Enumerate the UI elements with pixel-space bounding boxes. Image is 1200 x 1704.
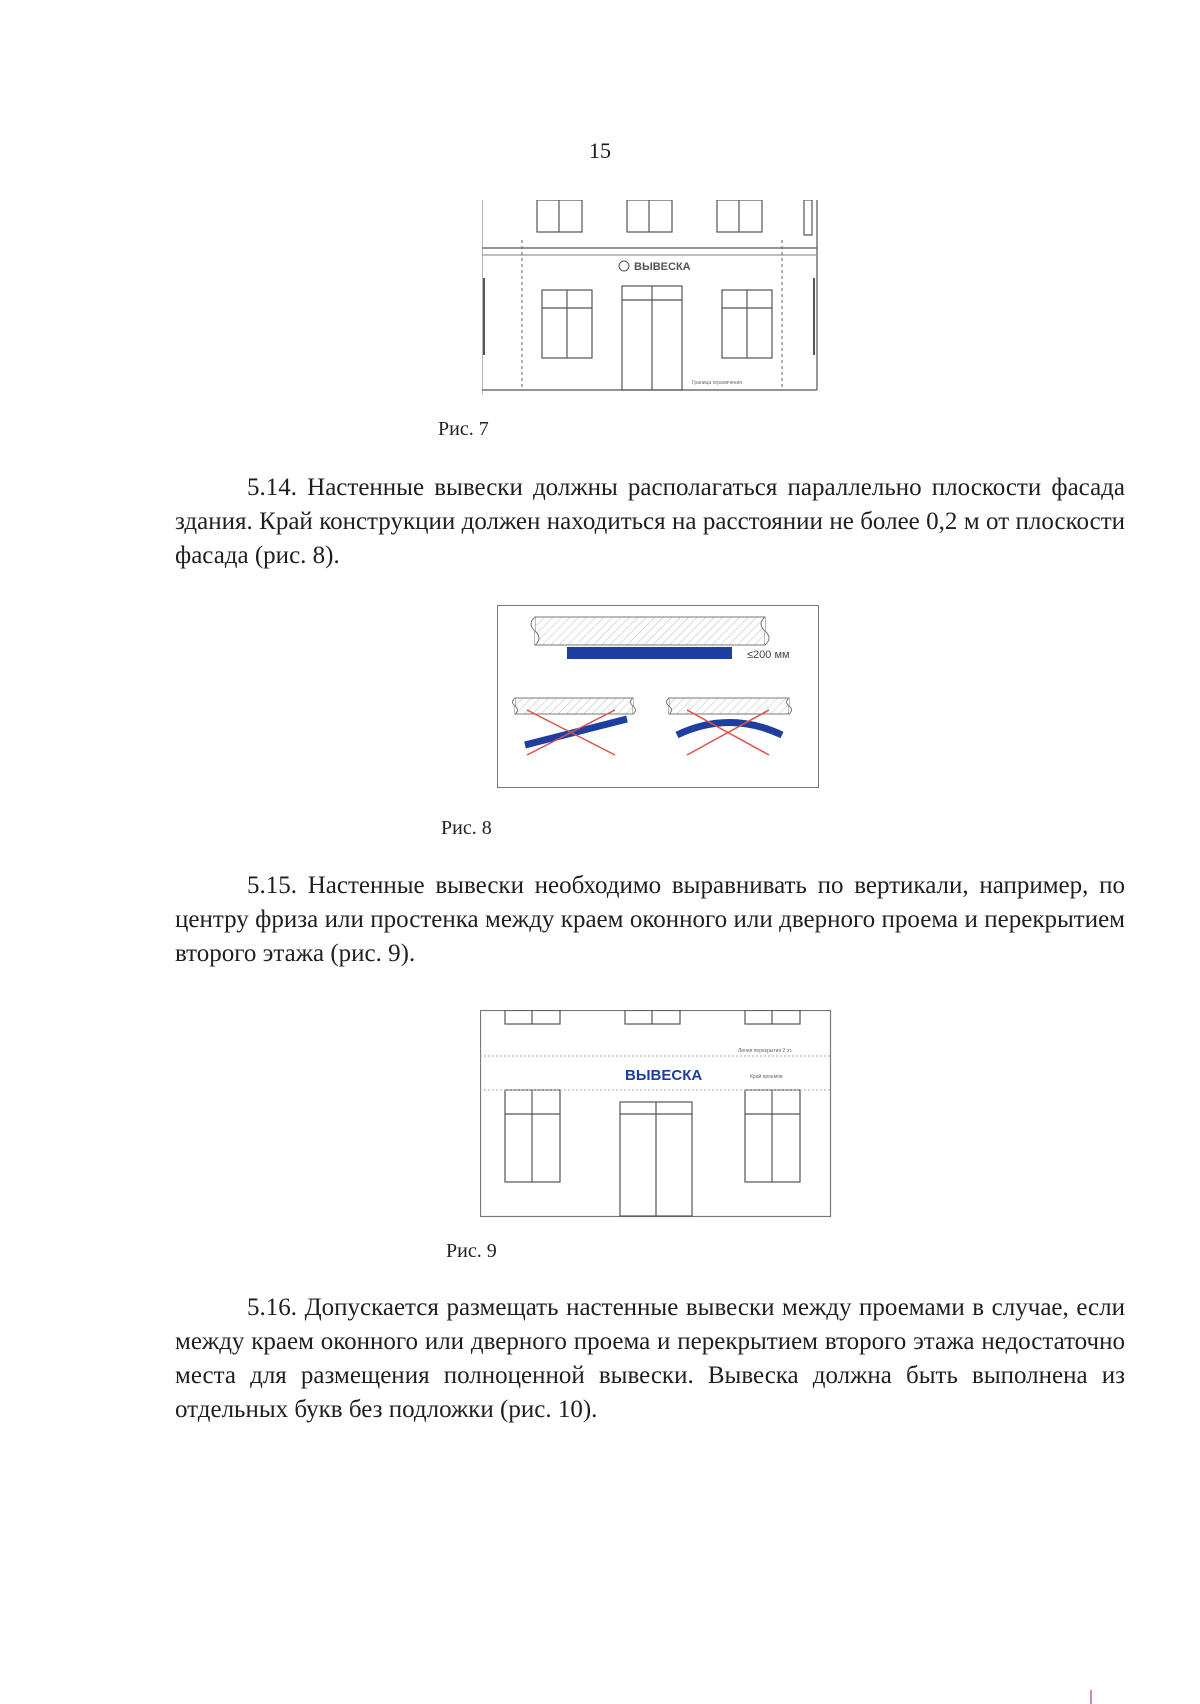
page-number: 15 [589, 138, 611, 163]
figure-7-caption: Рис. 7 [438, 418, 489, 440]
figure-9-alignment [480, 1010, 832, 1218]
fig9-sign-text: ВЫВЕСКА [625, 1067, 703, 1084]
fig9-note-top: Линия перекрытия 2 эт. [738, 1048, 793, 1054]
paragraph-5-14: 5.14. Настенные вывески должны располагаться параллельно плоскости фасада здания. Край конструкции должен находиться на расстоянии не более 0,2 м от плоскости фасада (рис. 8). [175, 474, 1125, 569]
fig8-tilted-sign [525, 719, 627, 745]
paragraph-5-15: 5.15. Настенные вывески необходимо выравнивать по вертикали, например, по центру фриза или простенка между краем оконного или дверного проема и перекрытием второго этажа (рис. 9). [175, 872, 1125, 967]
paragraph-5-16: 5.16. Допускается размещать настенные вывески между проемами в случае, если между краем оконного или дверного проема и перекрытием второго этажа недостаточно места для размещения полноценной вывески. Вывеска должна быть выполнена из отдельных букв без подложки (рис. 10). [175, 1294, 1125, 1423]
fig8-correct-sign [567, 647, 732, 659]
figure-8-caption: Рис. 8 [441, 817, 492, 839]
fig8-dimension: ≤200 мм [747, 649, 790, 661]
scan-mark [1090, 1690, 1092, 1704]
figure-7-facade [482, 200, 822, 395]
figure-9-caption: Рис. 9 [446, 1240, 497, 1262]
fig7-sign-text: ВЫВЕСКА [634, 261, 691, 273]
fig9-note-bottom: Край проемов [750, 1074, 783, 1080]
figure-8-mounting [497, 605, 819, 788]
fig7-boundary-note: Граница ограничения [692, 380, 742, 386]
